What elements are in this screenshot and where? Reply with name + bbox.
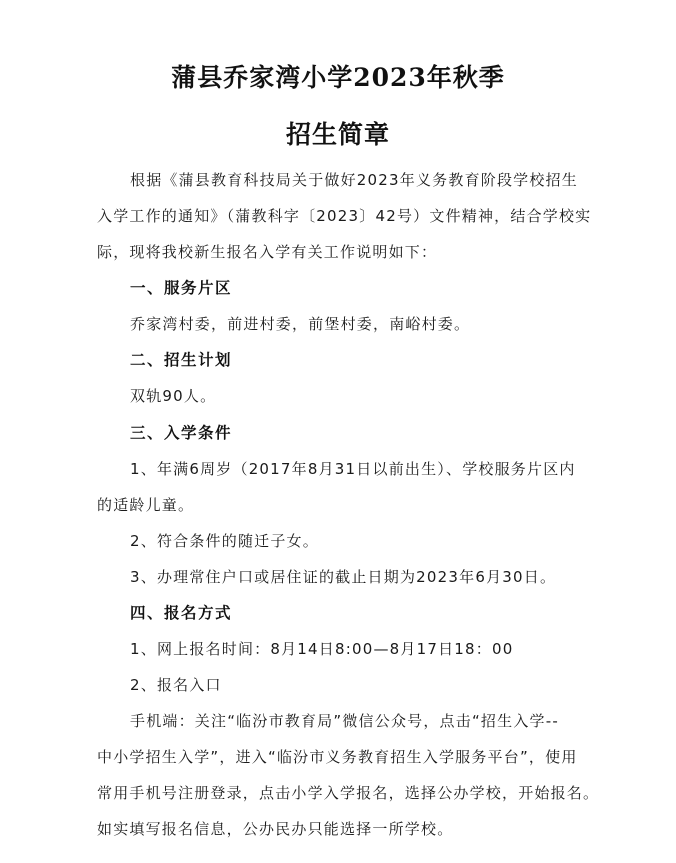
- mobile-instructions-line: 如实填写报名信息，公办民办只能选择一所学校。: [97, 820, 454, 838]
- mobile-instructions-line: 手机端：关注“临汾市教育局”微信公众号，点击“招生入学--: [130, 712, 559, 730]
- document-subtitle: 招生简章: [285, 120, 390, 149]
- intro-paragraph-line: 入学工作的通知》（蒲教科字〔2023〕42号）文件精神，结合学校实: [97, 207, 592, 225]
- condition-item-1: 1、年满6周岁（2017年8月31日以前出生）、学校服务片区内: [130, 460, 576, 478]
- enrollment-plan-text: 双轨90人。: [130, 387, 217, 405]
- mobile-instructions-line: 中小学招生入学”，进入“临汾市义务教育招生入学服务平台”，使用: [97, 748, 578, 766]
- document-title: 蒲县乔家湾小学2023年秋季: [171, 63, 505, 92]
- mobile-instructions-line: 常用手机号注册登录，点击小学入学报名，选择公办学校，开始报名。: [97, 784, 600, 802]
- condition-item-3: 3、办理常住户口或居住证的截止日期为2023年6月30日。: [130, 568, 557, 586]
- service-area-text: 乔家湾村委，前进村委，前堡村委，南峪村委。: [130, 315, 471, 333]
- section-heading-conditions: 三、入学条件: [130, 424, 233, 442]
- intro-paragraph-line: 根据《蒲县教育科技局关于做好2023年义务教育阶段学校招生: [130, 171, 578, 189]
- condition-item-2: 2、符合条件的随迁子女。: [130, 532, 319, 550]
- condition-item-1-continued: 的适龄儿童。: [97, 496, 195, 514]
- section-heading-enrollment-plan: 二、招生计划: [130, 351, 233, 369]
- intro-paragraph-line: 际，现将我校新生报名入学有关工作说明如下：: [97, 243, 438, 261]
- registration-entry: 2、报名入口: [130, 676, 222, 694]
- registration-time: 1、网上报名时间：8月14日8:00—8月17日18：00: [130, 640, 514, 658]
- section-heading-registration: 四、报名方式: [130, 604, 233, 622]
- section-heading-service-area: 一、服务片区: [130, 279, 233, 297]
